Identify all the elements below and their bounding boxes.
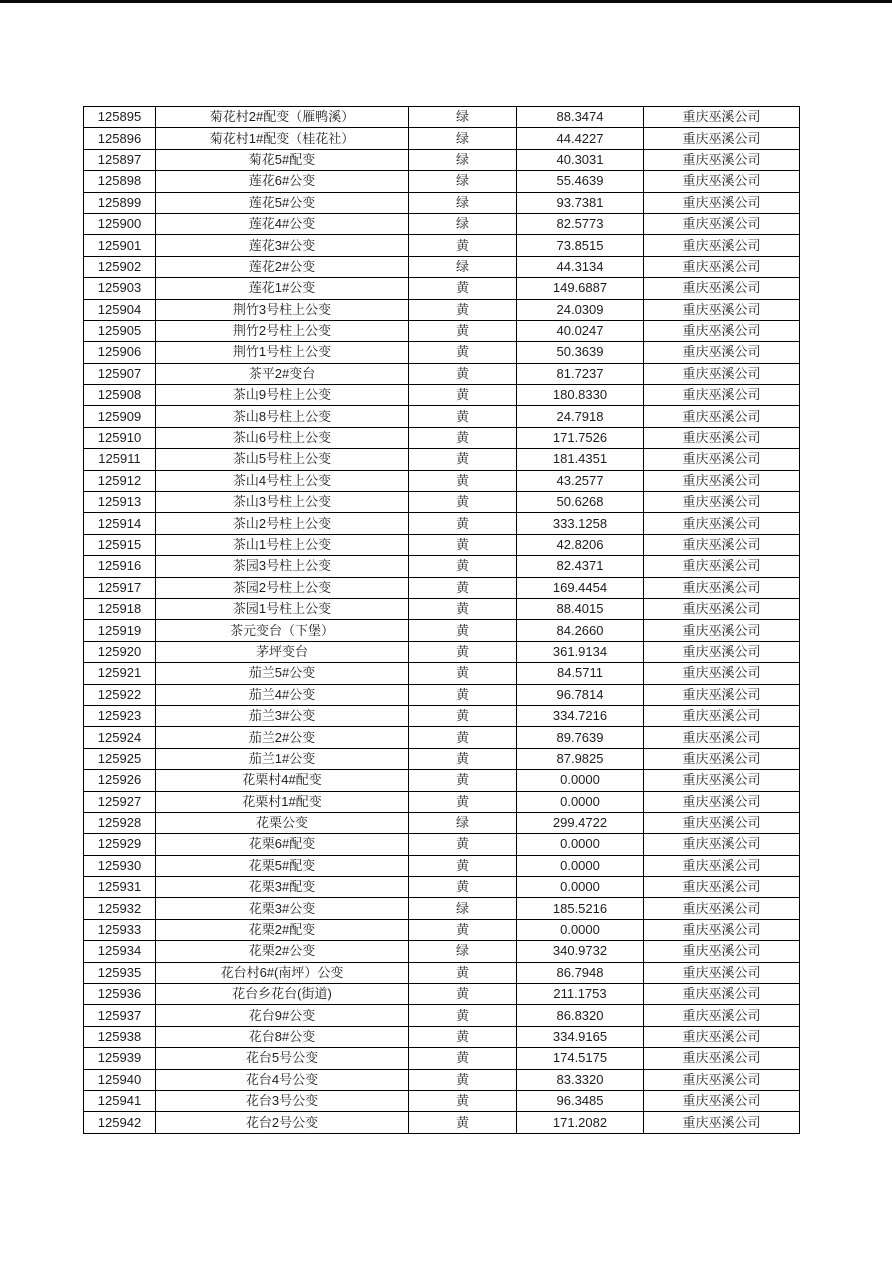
cell-value: 86.8320 — [517, 1005, 644, 1026]
cell-name: 菊花5#配变 — [156, 149, 409, 170]
cell-value: 84.2660 — [517, 620, 644, 641]
cell-name: 莲花3#公变 — [156, 235, 409, 256]
cell-id: 125939 — [84, 1048, 156, 1069]
cell-value: 89.7639 — [517, 727, 644, 748]
table-row — [84, 406, 800, 427]
cell-name: 茶园1号柱上公变 — [156, 598, 409, 619]
cell-name: 菊花村2#配变（雁鸭溪） — [156, 107, 409, 128]
table-row — [84, 620, 800, 641]
table-row — [84, 1005, 800, 1026]
table-row — [84, 812, 800, 833]
cell-company: 重庆巫溪公司 — [644, 1090, 800, 1111]
cell-id: 125935 — [84, 962, 156, 983]
cell-company: 重庆巫溪公司 — [644, 962, 800, 983]
cell-status: 黄 — [409, 727, 517, 748]
cell-value: 50.6268 — [517, 492, 644, 513]
cell-value: 43.2577 — [517, 470, 644, 491]
table-row — [84, 363, 800, 384]
cell-id: 125912 — [84, 470, 156, 491]
cell-company: 重庆巫溪公司 — [644, 192, 800, 213]
cell-company: 重庆巫溪公司 — [644, 470, 800, 491]
cell-value: 82.5773 — [517, 213, 644, 234]
cell-name: 花台4号公变 — [156, 1069, 409, 1090]
cell-id: 125900 — [84, 213, 156, 234]
cell-name: 茶元变台（下堡） — [156, 620, 409, 641]
transformer-table-body — [84, 107, 800, 1134]
table-row — [84, 320, 800, 341]
cell-status: 黄 — [409, 385, 517, 406]
cell-value: 0.0000 — [517, 770, 644, 791]
table-row — [84, 984, 800, 1005]
cell-company: 重庆巫溪公司 — [644, 320, 800, 341]
cell-name: 荆竹3号柱上公变 — [156, 299, 409, 320]
cell-value: 181.4351 — [517, 449, 644, 470]
cell-status: 黄 — [409, 834, 517, 855]
cell-name: 茄兰4#公变 — [156, 684, 409, 705]
cell-value: 185.5216 — [517, 898, 644, 919]
cell-id: 125917 — [84, 577, 156, 598]
cell-id: 125913 — [84, 492, 156, 513]
cell-company: 重庆巫溪公司 — [644, 534, 800, 555]
cell-status: 黄 — [409, 1005, 517, 1026]
cell-name: 茶山1号柱上公变 — [156, 534, 409, 555]
cell-status: 黄 — [409, 1112, 517, 1133]
cell-status: 绿 — [409, 898, 517, 919]
table-row — [84, 1026, 800, 1047]
cell-status: 黄 — [409, 1026, 517, 1047]
cell-id: 125936 — [84, 984, 156, 1005]
cell-status: 黄 — [409, 1090, 517, 1111]
cell-value: 334.9165 — [517, 1026, 644, 1047]
table-row — [84, 962, 800, 983]
table-row — [84, 256, 800, 277]
cell-id: 125938 — [84, 1026, 156, 1047]
cell-value: 149.6887 — [517, 278, 644, 299]
cell-company: 重庆巫溪公司 — [644, 342, 800, 363]
cell-value: 0.0000 — [517, 919, 644, 940]
cell-name: 茅坪变台 — [156, 641, 409, 662]
cell-id: 125909 — [84, 406, 156, 427]
cell-id: 125898 — [84, 171, 156, 192]
cell-name: 茶山9号柱上公变 — [156, 385, 409, 406]
cell-status: 黄 — [409, 791, 517, 812]
cell-value: 83.3320 — [517, 1069, 644, 1090]
cell-id: 125910 — [84, 427, 156, 448]
cell-status: 黄 — [409, 705, 517, 726]
cell-value: 55.4639 — [517, 171, 644, 192]
cell-id: 125933 — [84, 919, 156, 940]
cell-status: 黄 — [409, 855, 517, 876]
table-row — [84, 128, 800, 149]
cell-status: 绿 — [409, 812, 517, 833]
cell-company: 重庆巫溪公司 — [644, 171, 800, 192]
table-row — [84, 342, 800, 363]
cell-id: 125934 — [84, 941, 156, 962]
cell-status: 黄 — [409, 684, 517, 705]
cell-id: 125896 — [84, 128, 156, 149]
cell-id: 125937 — [84, 1005, 156, 1026]
table-row — [84, 385, 800, 406]
cell-company: 重庆巫溪公司 — [644, 556, 800, 577]
cell-company: 重庆巫溪公司 — [644, 1005, 800, 1026]
table-row — [84, 149, 800, 170]
table-row — [84, 791, 800, 812]
table-row — [84, 877, 800, 898]
cell-company: 重庆巫溪公司 — [644, 299, 800, 320]
cell-company: 重庆巫溪公司 — [644, 1026, 800, 1047]
transformer-table — [83, 106, 800, 1134]
cell-company: 重庆巫溪公司 — [644, 149, 800, 170]
cell-name: 花栗3#配变 — [156, 877, 409, 898]
cell-name: 茶平2#变台 — [156, 363, 409, 384]
table-row — [84, 748, 800, 769]
cell-status: 绿 — [409, 256, 517, 277]
cell-value: 171.2082 — [517, 1112, 644, 1133]
cell-value: 299.4722 — [517, 812, 644, 833]
table-row — [84, 663, 800, 684]
cell-name: 莲花4#公变 — [156, 213, 409, 234]
cell-company: 重庆巫溪公司 — [644, 684, 800, 705]
cell-status: 黄 — [409, 342, 517, 363]
cell-id: 125926 — [84, 770, 156, 791]
cell-value: 44.3134 — [517, 256, 644, 277]
cell-name: 花栗6#配变 — [156, 834, 409, 855]
cell-status: 黄 — [409, 427, 517, 448]
table-row — [84, 534, 800, 555]
cell-status: 黄 — [409, 1048, 517, 1069]
cell-status: 黄 — [409, 320, 517, 341]
cell-id: 125918 — [84, 598, 156, 619]
cell-company: 重庆巫溪公司 — [644, 385, 800, 406]
cell-name: 茶山2号柱上公变 — [156, 513, 409, 534]
cell-company: 重庆巫溪公司 — [644, 1048, 800, 1069]
table-row — [84, 1112, 800, 1133]
cell-status: 绿 — [409, 213, 517, 234]
cell-id: 125916 — [84, 556, 156, 577]
cell-status: 黄 — [409, 235, 517, 256]
cell-company: 重庆巫溪公司 — [644, 898, 800, 919]
cell-value: 333.1258 — [517, 513, 644, 534]
cell-value: 84.5711 — [517, 663, 644, 684]
cell-id: 125924 — [84, 727, 156, 748]
cell-name: 莲花6#公变 — [156, 171, 409, 192]
cell-name: 花栗村4#配变 — [156, 770, 409, 791]
cell-id: 125906 — [84, 342, 156, 363]
cell-status: 黄 — [409, 470, 517, 491]
cell-name: 莲花2#公变 — [156, 256, 409, 277]
cell-company: 重庆巫溪公司 — [644, 812, 800, 833]
cell-company: 重庆巫溪公司 — [644, 727, 800, 748]
cell-status: 黄 — [409, 1069, 517, 1090]
table-row — [84, 171, 800, 192]
cell-name: 茄兰3#公变 — [156, 705, 409, 726]
cell-status: 黄 — [409, 877, 517, 898]
cell-company: 重庆巫溪公司 — [644, 406, 800, 427]
cell-status: 黄 — [409, 556, 517, 577]
cell-company: 重庆巫溪公司 — [644, 449, 800, 470]
cell-name: 茶山6号柱上公变 — [156, 427, 409, 448]
cell-name: 花栗2#配变 — [156, 919, 409, 940]
cell-value: 86.7948 — [517, 962, 644, 983]
cell-company: 重庆巫溪公司 — [644, 128, 800, 149]
cell-company: 重庆巫溪公司 — [644, 577, 800, 598]
cell-value: 361.9134 — [517, 641, 644, 662]
cell-company: 重庆巫溪公司 — [644, 598, 800, 619]
table-row — [84, 684, 800, 705]
cell-id: 125919 — [84, 620, 156, 641]
cell-status: 黄 — [409, 641, 517, 662]
cell-value: 334.7216 — [517, 705, 644, 726]
cell-id: 125930 — [84, 855, 156, 876]
cell-company: 重庆巫溪公司 — [644, 855, 800, 876]
cell-value: 82.4371 — [517, 556, 644, 577]
cell-id: 125901 — [84, 235, 156, 256]
cell-value: 24.0309 — [517, 299, 644, 320]
table-row — [84, 727, 800, 748]
cell-value: 171.7526 — [517, 427, 644, 448]
cell-value: 169.4454 — [517, 577, 644, 598]
cell-id: 125907 — [84, 363, 156, 384]
cell-status: 黄 — [409, 406, 517, 427]
cell-id: 125902 — [84, 256, 156, 277]
cell-company: 重庆巫溪公司 — [644, 1112, 800, 1133]
cell-status: 黄 — [409, 748, 517, 769]
table-row — [84, 513, 800, 534]
cell-name: 花栗3#公变 — [156, 898, 409, 919]
table-row — [84, 449, 800, 470]
cell-name: 菊花村1#配变（桂花社） — [156, 128, 409, 149]
table-row — [84, 941, 800, 962]
cell-value: 0.0000 — [517, 877, 644, 898]
cell-id: 125932 — [84, 898, 156, 919]
cell-name: 花栗5#配变 — [156, 855, 409, 876]
cell-id: 125942 — [84, 1112, 156, 1133]
cell-id: 125925 — [84, 748, 156, 769]
table-row — [84, 192, 800, 213]
cell-name: 花台2号公变 — [156, 1112, 409, 1133]
cell-value: 211.1753 — [517, 984, 644, 1005]
cell-id: 125905 — [84, 320, 156, 341]
cell-value: 40.0247 — [517, 320, 644, 341]
cell-value: 50.3639 — [517, 342, 644, 363]
cell-name: 茶山4号柱上公变 — [156, 470, 409, 491]
cell-value: 96.7814 — [517, 684, 644, 705]
cell-name: 花栗村1#配变 — [156, 791, 409, 812]
cell-id: 125899 — [84, 192, 156, 213]
cell-id: 125911 — [84, 449, 156, 470]
cell-value: 180.8330 — [517, 385, 644, 406]
cell-company: 重庆巫溪公司 — [644, 663, 800, 684]
cell-company: 重庆巫溪公司 — [644, 834, 800, 855]
cell-company: 重庆巫溪公司 — [644, 705, 800, 726]
table-row — [84, 470, 800, 491]
cell-value: 40.3031 — [517, 149, 644, 170]
cell-value: 88.4015 — [517, 598, 644, 619]
cell-company: 重庆巫溪公司 — [644, 877, 800, 898]
cell-status: 绿 — [409, 149, 517, 170]
cell-name: 花台乡花台(街道) — [156, 984, 409, 1005]
cell-company: 重庆巫溪公司 — [644, 235, 800, 256]
table-row — [84, 898, 800, 919]
cell-status: 黄 — [409, 492, 517, 513]
table-row — [84, 235, 800, 256]
cell-value: 174.5175 — [517, 1048, 644, 1069]
cell-name: 莲花5#公变 — [156, 192, 409, 213]
table-row — [84, 770, 800, 791]
cell-name: 花台8#公变 — [156, 1026, 409, 1047]
table-row — [84, 577, 800, 598]
cell-status: 绿 — [409, 107, 517, 128]
cell-value: 0.0000 — [517, 791, 644, 812]
cell-status: 黄 — [409, 919, 517, 940]
table-row — [84, 278, 800, 299]
cell-status: 黄 — [409, 663, 517, 684]
cell-value: 88.3474 — [517, 107, 644, 128]
cell-name: 茶园3号柱上公变 — [156, 556, 409, 577]
cell-id: 125920 — [84, 641, 156, 662]
cell-name: 花栗公变 — [156, 812, 409, 833]
cell-name: 花台村6#(南坪）公变 — [156, 962, 409, 983]
cell-id: 125931 — [84, 877, 156, 898]
table-row — [84, 107, 800, 128]
cell-value: 42.8206 — [517, 534, 644, 555]
cell-id: 125922 — [84, 684, 156, 705]
cell-id: 125941 — [84, 1090, 156, 1111]
cell-value: 44.4227 — [517, 128, 644, 149]
cell-name: 茶山3号柱上公变 — [156, 492, 409, 513]
cell-company: 重庆巫溪公司 — [644, 278, 800, 299]
cell-company: 重庆巫溪公司 — [644, 256, 800, 277]
cell-status: 绿 — [409, 941, 517, 962]
cell-name: 花台5号公变 — [156, 1048, 409, 1069]
table-row — [84, 705, 800, 726]
table-row — [84, 213, 800, 234]
page-top-border — [0, 0, 892, 3]
cell-status: 黄 — [409, 534, 517, 555]
cell-status: 绿 — [409, 192, 517, 213]
cell-status: 黄 — [409, 449, 517, 470]
cell-name: 花台9#公变 — [156, 1005, 409, 1026]
cell-name: 茶山8号柱上公变 — [156, 406, 409, 427]
cell-company: 重庆巫溪公司 — [644, 791, 800, 812]
table-row — [84, 641, 800, 662]
cell-status: 黄 — [409, 770, 517, 791]
table-row — [84, 855, 800, 876]
table-row — [84, 299, 800, 320]
cell-company: 重庆巫溪公司 — [644, 984, 800, 1005]
cell-company: 重庆巫溪公司 — [644, 513, 800, 534]
cell-status: 黄 — [409, 962, 517, 983]
cell-company: 重庆巫溪公司 — [644, 107, 800, 128]
cell-status: 黄 — [409, 577, 517, 598]
cell-id: 125921 — [84, 663, 156, 684]
cell-id: 125927 — [84, 791, 156, 812]
cell-status: 黄 — [409, 513, 517, 534]
cell-name: 花栗2#公变 — [156, 941, 409, 962]
table-row — [84, 1069, 800, 1090]
cell-company: 重庆巫溪公司 — [644, 941, 800, 962]
cell-id: 125904 — [84, 299, 156, 320]
cell-id: 125923 — [84, 705, 156, 726]
cell-company: 重庆巫溪公司 — [644, 748, 800, 769]
cell-id: 125928 — [84, 812, 156, 833]
cell-value: 0.0000 — [517, 834, 644, 855]
cell-company: 重庆巫溪公司 — [644, 620, 800, 641]
cell-value: 73.8515 — [517, 235, 644, 256]
cell-status: 黄 — [409, 299, 517, 320]
table-row — [84, 598, 800, 619]
cell-company: 重庆巫溪公司 — [644, 641, 800, 662]
cell-id: 125908 — [84, 385, 156, 406]
cell-id: 125929 — [84, 834, 156, 855]
cell-status: 黄 — [409, 278, 517, 299]
cell-id: 125897 — [84, 149, 156, 170]
cell-company: 重庆巫溪公司 — [644, 213, 800, 234]
cell-status: 黄 — [409, 363, 517, 384]
cell-company: 重庆巫溪公司 — [644, 427, 800, 448]
table-row — [84, 427, 800, 448]
table-row — [84, 834, 800, 855]
cell-name: 茄兰1#公变 — [156, 748, 409, 769]
cell-name: 茶园2号柱上公变 — [156, 577, 409, 598]
cell-company: 重庆巫溪公司 — [644, 363, 800, 384]
cell-id: 125903 — [84, 278, 156, 299]
cell-status: 黄 — [409, 620, 517, 641]
cell-status: 黄 — [409, 984, 517, 1005]
cell-value: 81.7237 — [517, 363, 644, 384]
cell-name: 花台3号公变 — [156, 1090, 409, 1111]
table-row — [84, 1048, 800, 1069]
cell-company: 重庆巫溪公司 — [644, 919, 800, 940]
cell-company: 重庆巫溪公司 — [644, 770, 800, 791]
cell-name: 茶山5号柱上公变 — [156, 449, 409, 470]
cell-value: 87.9825 — [517, 748, 644, 769]
cell-company: 重庆巫溪公司 — [644, 1069, 800, 1090]
table-row — [84, 1090, 800, 1111]
table-row — [84, 492, 800, 513]
cell-name: 荆竹1号柱上公变 — [156, 342, 409, 363]
cell-value: 96.3485 — [517, 1090, 644, 1111]
cell-name: 莲花1#公变 — [156, 278, 409, 299]
cell-id: 125915 — [84, 534, 156, 555]
cell-value: 93.7381 — [517, 192, 644, 213]
cell-status: 绿 — [409, 171, 517, 192]
cell-id: 125895 — [84, 107, 156, 128]
cell-id: 125914 — [84, 513, 156, 534]
table-row — [84, 556, 800, 577]
cell-name: 茄兰5#公变 — [156, 663, 409, 684]
cell-value: 0.0000 — [517, 855, 644, 876]
table-row — [84, 919, 800, 940]
cell-name: 荆竹2号柱上公变 — [156, 320, 409, 341]
cell-status: 黄 — [409, 598, 517, 619]
cell-value: 24.7918 — [517, 406, 644, 427]
cell-value: 340.9732 — [517, 941, 644, 962]
cell-name: 茄兰2#公变 — [156, 727, 409, 748]
cell-company: 重庆巫溪公司 — [644, 492, 800, 513]
cell-status: 绿 — [409, 128, 517, 149]
cell-id: 125940 — [84, 1069, 156, 1090]
